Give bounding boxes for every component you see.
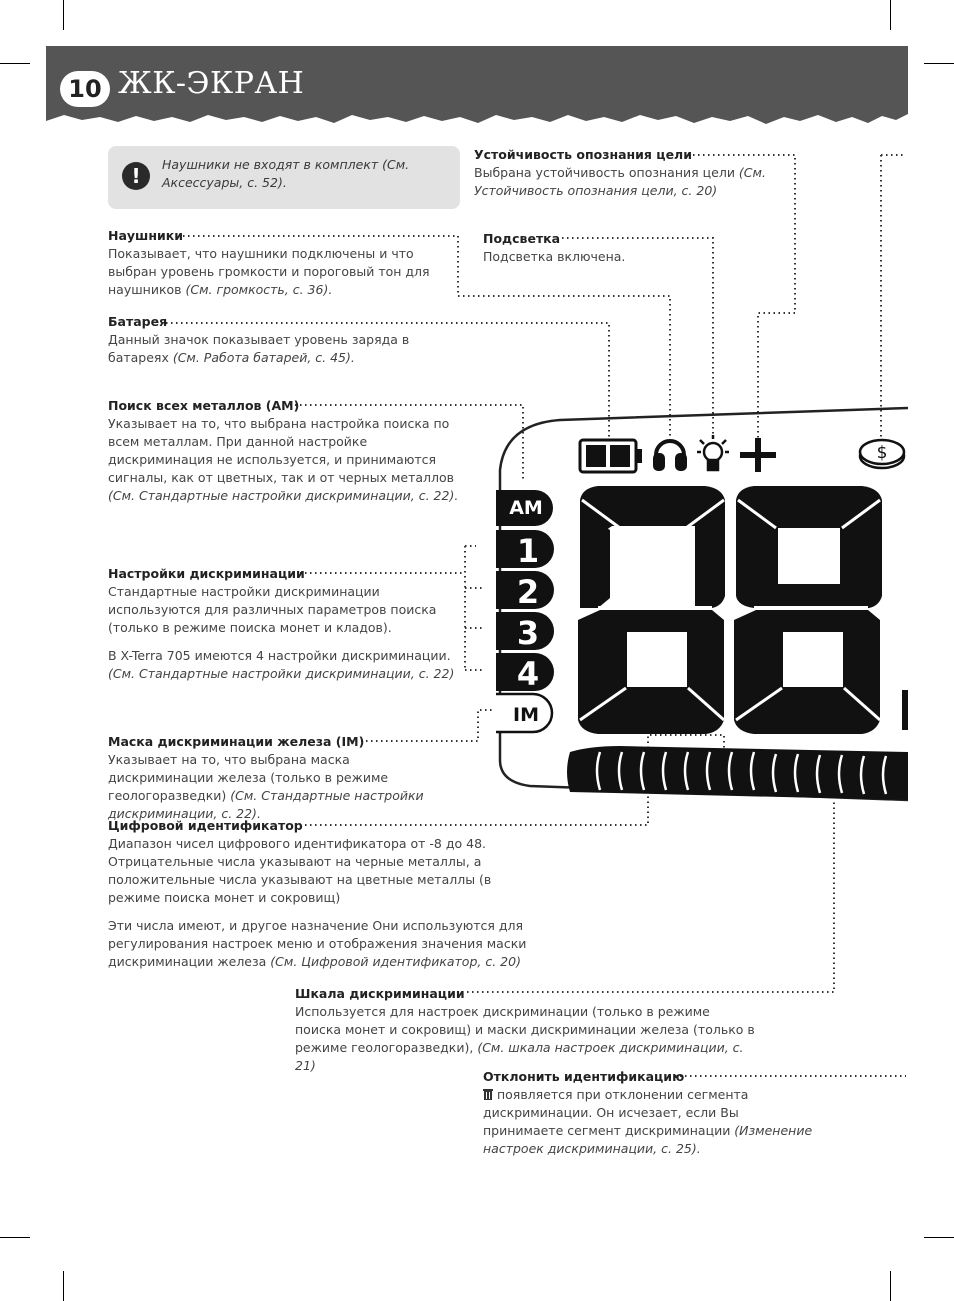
section-title: Цифровой идентификатор <box>108 818 303 833</box>
section-ref: (См. Стандартные настройки дискриминации, с. 22). <box>108 788 424 821</box>
mode-4: 4 <box>516 655 540 693</box>
mode-1: 1 <box>516 532 540 570</box>
section-text-2: Эти числа имеют, и другое назначение Они используются для регулирования настроек меню и отображения значения маски дискриминации железа <box>108 918 527 969</box>
discrimination-scale <box>567 746 908 800</box>
digit-right <box>734 486 882 734</box>
section-text: Указывает на то, что выбрана маска дискриминации железа (только в режиме геологоразведки) <box>108 752 389 803</box>
mode-am: AM <box>509 497 543 519</box>
section-title: Батарея <box>108 314 168 329</box>
section-text: Используется для настроек дискриминации (только в режиме поиска монет и сокровищ) и маски дискриминации железа (только в режиме геологоразведки), <box>295 1004 755 1055</box>
section-title: Отклонить идентификацию <box>483 1069 685 1084</box>
mode-2: 2 <box>516 573 540 611</box>
target-stability-block <box>474 146 774 200</box>
section-title: Наушники <box>108 228 183 243</box>
section-title: Настройки дискриминации <box>108 566 305 581</box>
battery-block <box>108 313 468 367</box>
section-title: Шкала дискриминации <box>295 986 465 1001</box>
disc-settings-block <box>108 565 463 683</box>
mode-im: IM <box>513 704 539 726</box>
section-text: Стандартные настройки дискриминации используются для различных параметров поиска (только в режиме поиска монет и кладов). <box>108 584 437 635</box>
section-ref: (См. Стандартные настройки дискриминации, с. 22). <box>108 488 459 503</box>
reject-id-block <box>483 1068 818 1158</box>
page-number: 10 <box>60 71 110 107</box>
exclamation-icon: ! <box>122 162 150 190</box>
section-title: Поиск всех металлов (АМ) <box>108 398 300 413</box>
section-ref: (См. Устойчивость опознания цели, с. 20) <box>474 165 766 198</box>
section-ref: (См. Работа батарей, с. 45). <box>172 350 355 365</box>
section-text: появляется при отклонении сегмента дискриминации. Он исчезает, если Вы принимаете сегмент дискриминации <box>483 1087 749 1138</box>
coin-icon <box>860 440 904 468</box>
section-text: Указывает на то, что выбрана настройка поиска по всем металлам. При данной настройке дискриминация не используется, и принимаются сигналы, как от цветных, так и от черных металлов <box>108 416 455 485</box>
section-ref: (Изменение настроек дискриминации, с. 25). <box>483 1123 813 1156</box>
section-text: Данный значок показывает уровень заряда в батареях <box>108 332 410 365</box>
plus-icon <box>740 438 776 472</box>
iron-mask-block <box>108 733 458 823</box>
section-ref: (См. громкость, с. 36). <box>185 282 333 297</box>
digital-id-block <box>108 817 528 971</box>
section-text: Выбрана устойчивость опознания цели <box>474 165 739 180</box>
backlight-icon <box>697 435 729 470</box>
section-title: Устойчивость опознания цели <box>474 147 692 162</box>
note-text: Наушники не входят в комплект (См. Аксессуары, с. 52). <box>162 157 410 190</box>
section-ref: (См. Стандартные настройки дискриминации, с. 22) <box>108 666 455 681</box>
trash-icon <box>483 1088 493 1100</box>
section-text: Показывает, что наушники подключены и что выбран уровень громкости и пороговый тон для наушников <box>108 246 430 297</box>
disc-scale-block <box>295 985 755 1075</box>
headphones-icon <box>655 441 685 469</box>
section-text: Подсветка включена. <box>483 249 626 264</box>
section-title: Маска дискриминации железа (IM) <box>108 734 365 749</box>
coin-symbol: $ <box>876 443 888 463</box>
all-metal-block <box>108 397 468 505</box>
mode-tabs <box>496 490 554 732</box>
section-text: Диапазон чисел цифрового идентификатора от -8 до 48. Отрицательные числа указывают на черные металлы, а положительные числа указывают на цветные металлы (в режиме поиска монет и сокровищ) <box>108 836 492 905</box>
digit-left <box>578 486 725 734</box>
mode-3: 3 <box>516 614 540 652</box>
section-title: Подсветка <box>483 231 561 246</box>
page-title: ЖК-ЭКРАН <box>118 66 305 101</box>
backlight-block <box>483 230 683 266</box>
section-ref: (См. шкала настроек дискриминации, с. 21) <box>295 1040 744 1073</box>
section-text-2: В X-Terra 705 имеются 4 настройки дискриминации. <box>108 648 451 663</box>
headphones-block <box>108 227 458 299</box>
section-ref: (См. Цифровой идентификатор, с. 20) <box>270 954 521 969</box>
battery-icon <box>580 440 642 472</box>
